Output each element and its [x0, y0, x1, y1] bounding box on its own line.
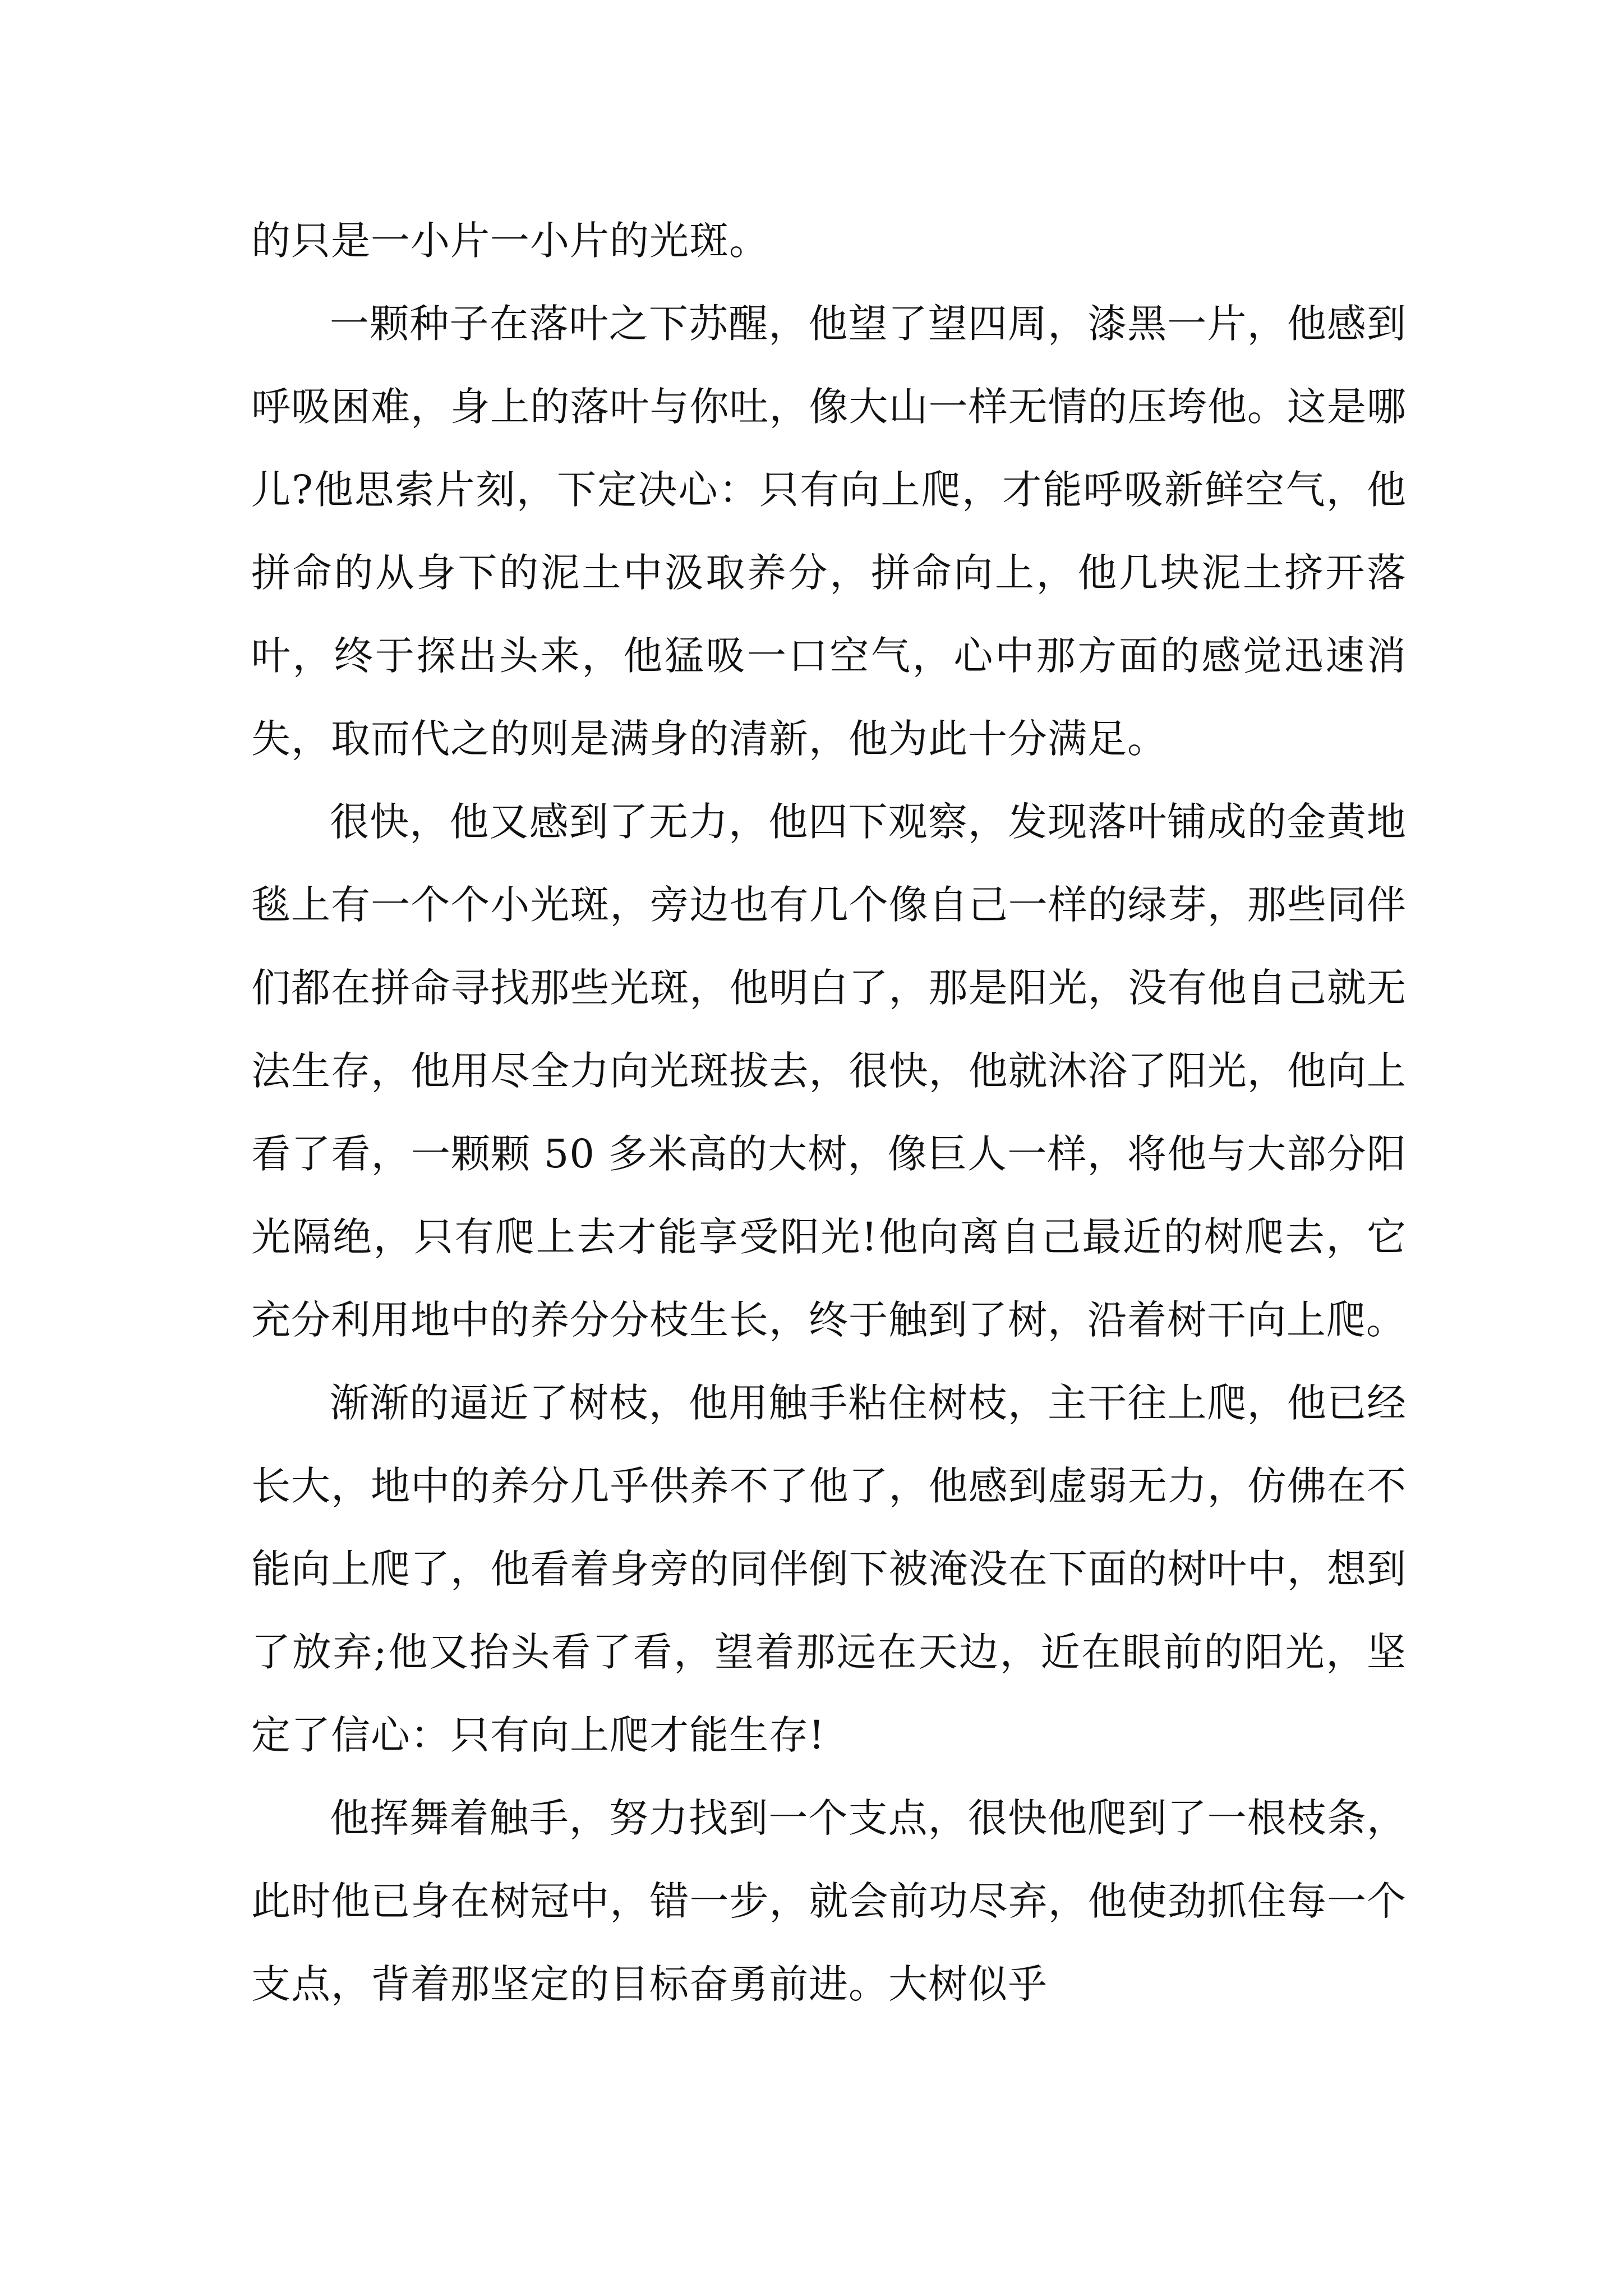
paragraph-5: 他挥舞着触手，努力找到一个支点，很快他爬到了一根枝条，此时他已身在树冠中，错一步，就会前功尽弃，他使劲抓住每一个支点，背着那坚定的目标奋勇前进。大树似乎: [251, 1795, 1407, 2007]
paragraph-2: 一颗种子在落叶之下苏醒，他望了望四周，漆黑一片，他感到呼吸困难，身上的落叶与你吐，像大山一样无情的压垮他。这是哪儿?他思索片刻，下定决心：只有向上爬，才能呼吸新鲜空气，他拼命的从身下的泥土中汲取养分，拼命向上，他几块泥土挤开落叶，终于探出头来，他猛吸一口空气，心中那方面的感觉迅速消失，取而代之的则是满身的清新，他为此十分满足。: [251, 301, 1407, 762]
document-body: [251, 199, 1407, 2026]
paragraph-1: 的只是一小片一小片的光斑。: [251, 218, 769, 264]
paragraph-3: 很快，他又感到了无力，他四下观察，发现落叶铺成的金黄地毯上有一个个小光斑，旁边也有几个像自己一样的绿芽，那些同伴们都在拼命寻找那些光斑，他明白了，那是阳光，没有他自己就无法生存，他用尽全力向光斑拔去，很快，他就沐浴了阳光，他向上看了看，一颗颗 50 多米高的大树，像巨人一样，将他与大部分阳光隔绝，只有爬上去才能享受阳光!他向离自己最近的树爬去，它充分利用地中的养分分枝生长，终于触到了树，沿着树干向上爬。: [251, 799, 1407, 1343]
paragraph-4: 渐渐的逼近了树枝，他用触手粘住树枝，主干往上爬，他已经长大，地中的养分几乎供养不了他了，他感到虚弱无力，仿佛在不能向上爬了，他看着身旁的同伴倒下被淹没在下面的树叶中，想到了放弃;他又抬头看了看，望着那远在天边，近在眼前的阳光，坚定了信心：只有向上爬才能生存!: [251, 1380, 1407, 1758]
